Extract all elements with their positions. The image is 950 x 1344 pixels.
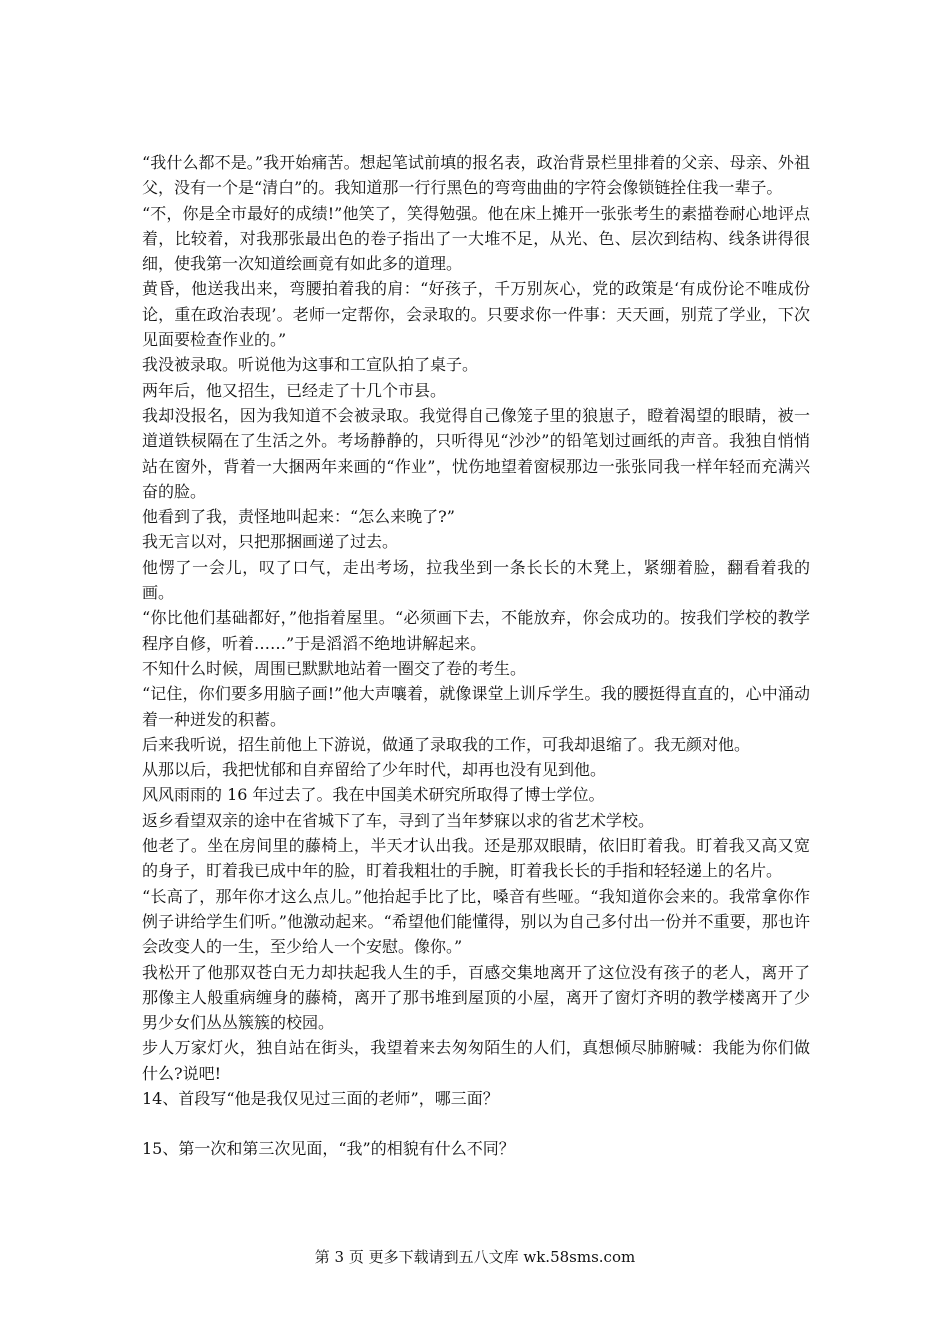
paragraph: 不知什么时候，周围已默默地站着一圈交了卷的考生。	[142, 658, 527, 678]
paragraph: 我无言以对，只把那捆画递了过去。	[142, 532, 399, 552]
question-15: 15、第一次和第三次见面，“我”的相貌有什么不同？	[142, 1139, 515, 1159]
paragraph: 他看到了我，责怪地叫起来：“怎么来晚了?”	[142, 507, 455, 527]
paragraph: 他愣了一会儿，叹了口气，走出考场，拉我坐到一条长长的木凳上，紧绷着脸，翻看着我的画。	[142, 557, 810, 603]
paragraph: “记住，你们要多用脑子画!”他大声嚷着，就像课堂上训斥学生。我的腰挺得直直的，心中涌动着一种迸发的积蓄。	[142, 684, 810, 729]
paragraph: 步人万家灯火，独自站在街头，我望着来去匆匆陌生的人们，真想倾尽肺腑喊：我能为你们做什么?说吧!	[142, 1038, 810, 1083]
paragraph: 我却没报名，因为我知道不会被录取。我觉得自己像笼子里的狼崽子，瞪着渴望的眼睛，被一道道铁棂隔在了生活之外。考场静静的，只听得见“沙沙”的铅笔划过画纸的声音。我独自悄悄站在窗外，背着一大捆两年来画的“作业”，忧伤地望着窗棂那边一张张同我一样年轻而充满兴奋的脸。	[142, 405, 810, 501]
answer-space	[142, 1111, 810, 1136]
page-footer: 第 3 页 更多下载请到五八文库 wk.58sms.com	[314, 1248, 636, 1266]
paragraph: 返乡看望双亲的途中在省城下了车，寻到了当年梦寐以求的省艺术学校。	[142, 810, 655, 830]
paragraph: 从那以后，我把忧郁和自弃留给了少年时代，却再也没有见到他。	[142, 760, 607, 780]
paragraph: “不，你是全市最好的成绩!”他笑了，笑得勉强。他在床上摊开一张张考生的素描卷耐心地评点着，比较着，对我那张最出色的卷子指出了一大堆不足，从光、色、层次到结构、线条讲得很细，使我第一次知道绘画竟有如此多的道理。	[142, 203, 810, 274]
question-14: 14、首段写“他是我仅见过三面的老师”，哪三面？	[142, 1088, 499, 1108]
paragraph: 我松开了他那双苍白无力却扶起我人生的手，百感交集地离开了这位没有孩子的老人，离开了那像主人般重病缠身的藤椅，离开了那书堆到屋顶的小屋，离开了窗灯齐明的教学楼离开了少男少女们丛丛簇簇的校园。	[142, 962, 810, 1033]
paragraph: “我什么都不是。”我开始痛苦。想起笔试前填的报名表，政治背景栏里排着的父亲、母亲、外祖父，没有一个是“清白”的。我知道那一行行黑色的弯弯曲曲的字符会像锁链拴住我一辈子。	[142, 153, 810, 198]
paragraph: “你比他们基础都好，”他指着屋里。“必须画下去，不能放弃，你会成功的。按我们学校的教学程序自修，听着……”于是滔滔不绝地讲解起来。	[142, 608, 810, 653]
article-body	[142, 150, 810, 1162]
paragraph: “长高了，那年你才这么点儿。”他抬起手比了比，嗓音有些哑。“我知道你会来的。我常拿你作例子讲给学生们听。”他激动起来。“希望他们能懂得，别以为自己多付出一份并不重要，那也许会改变人的一生，至少给人一个安慰。像你。”	[142, 886, 810, 957]
paragraph: 两年后，他又招生，已经走了十几个市县。	[142, 380, 447, 400]
paragraph: 他老了。坐在房间里的藤椅上，半天才认出我。还是那双眼睛，依旧盯着我。盯着我又高又宽的身子，盯着我已成中年的脸，盯着我粗壮的手腕，盯着我长长的手指和轻轻递上的名片。	[142, 836, 810, 881]
paragraph: 我没被录取。听说他为这事和工宣队拍了桌子。	[142, 355, 479, 375]
paragraph: 黄昏，他送我出来，弯腰拍着我的肩：“好孩子，千万别灰心，党的政策是‘有成份论不唯成份论，重在政治表现’。老师一定帮你，会录取的。只要求你一件事：天天画，别荒了学业，下次见面要检查作业的。”	[142, 279, 810, 350]
paragraph: 后来我听说，招生前他上下游说，做通了录取我的工作，可我却退缩了。我无颜对他。	[142, 734, 751, 754]
paragraph: 风风雨雨的 16 年过去了。我在中国美术研究所取得了博士学位。	[142, 785, 605, 805]
